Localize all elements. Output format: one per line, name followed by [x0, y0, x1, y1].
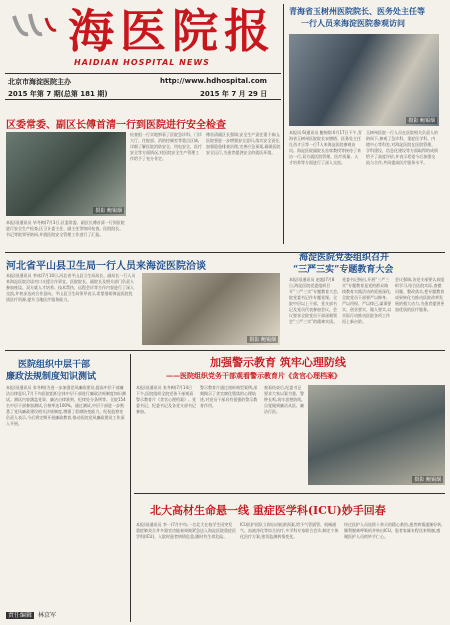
masthead	[0, 0, 285, 100]
training-text: 本报讯(通讯员 张冬梅)为进一步加强党风廉政建设,提高中层干部廉洁自律意识,7月下旬医院组织全体中层干部进行廉政法规制度知识测试。测试内容涵盖党章、廉洁自律准则、纪律处分条例等。全院154名中层干部参加测试,合格率达100%。通过测试,中层干部进一步熟悉了党风廉政建设相关法规制度,增强了拒腐防变能力。纪检监察室负责人表示,今后将定期开展廉政教育,推动医院党风廉政建设工作深入开展。	[6, 385, 126, 426]
hospital-logo	[10, 10, 58, 40]
safety-text-col1: 本报讯(通讯员 毕冬梅)7月3日,区委常委、副区长傅首清一行到医院进行安全生产检查,区卫计委主任、副主任等陪同检查。医院院长、书记等院领导陪同,并就医院安全管理工作进行了汇报。	[6, 220, 125, 237]
pingshan-headline: 河北省平山县卫生局一行人员来海淀医院洽谈	[6, 261, 206, 272]
warning-text-col1: 本报讯(通讯员 张冬梅)7月14日下午,医院组织全院党务干部观看警示教育片《贪官心理档案》。党委书记、纪委书记及各党支部书记参加。	[136, 385, 196, 414]
qinghai-text-col1: 本报讯 6(通讯员 鲍锡烟 6月17日下午,青海省玉树州医院院长宋德措、医务处主任扎西才旦等一行7人来海淀医院参观访问。海淀医院副院长首席教授等接待了来访一行,双方就医院管理、医疗质量、人才培养等方面进行了深入交流。	[289, 130, 362, 165]
qinghai-visit-photo	[289, 34, 439, 126]
safety-photo-caption: 摄影 鲍锡烟	[95, 208, 122, 214]
newspaper-pinyin: HAIDIAN HOSPITAL NEWS	[74, 58, 210, 67]
warning-photo-caption: 摄影 鲍锡烟	[414, 477, 441, 483]
warning-text-col3: 观看结束后,纪委书记要求大家以案为鉴、警钟长鸣,筑牢思想防线,自觉做到廉洁从医、廉洁行医。	[264, 385, 304, 414]
warning-audience-photo	[308, 385, 445, 485]
icu-text-col3: 经过医护人员连续十余天的精心救治,患者病情逐渐好转,顺利脱离呼吸机并转出ICU。患者家属专程送来锦旗,感谢医护人员的妙手仁心。	[344, 522, 443, 539]
editor-label: 责任编辑	[8, 612, 33, 619]
warning-text-col2: 警示教育片通过剖析典型案例,深刻揭示了贪官腐化堕落的心理轨迹,对党员干部具有很强的警示教育作用。	[200, 385, 258, 408]
safety-inspection-photo	[6, 132, 126, 216]
article-party-education	[285, 247, 450, 350]
newspaper-title: 海医院报	[68, 5, 276, 57]
editor-credit	[6, 610, 56, 619]
training-headline-1: 医院组织中层干部	[18, 360, 91, 370]
party-headline-1: 海淀医院党委组织召开	[299, 253, 390, 263]
training-headline-2: 廉政法规制度知识测试	[6, 372, 97, 382]
article-pingshan	[0, 253, 285, 350]
qinghai-headline-2: 一行人员来海淀医院参观访问	[301, 18, 405, 28]
safety-text-col3: 傅首清副区长强调,安全生产责任重于泰山,医院要进一步增强安全意识,落实安全责任,加强隐患排查治理,完善应急预案,确保医院安全运行,为患者提供安全的就医环境。	[206, 132, 281, 155]
issue-date: 2015 年 7 月 29 日	[200, 90, 268, 98]
sponsor-text: 北京市海淀医院主办	[8, 78, 71, 86]
qinghai-text-col2: 玉树州医院一行人员在医院相关负责人的陪同下,参观了急诊科、重症医学科、内镜中心等科室,对海淀医院在医院管理、学科建设、信息化建设等方面取得的成绩给予了高度评价,并表示希望今后加强交流与合作,共同提高医疗服务水平。	[366, 130, 438, 165]
warning-subhead: ——医院组织党务干部观看警示教育片《贪官心理档案》	[166, 371, 341, 380]
icu-text-col2: ICU医护团队立即启动抢救预案,给予气管插管、机械通气、血液净化等综合治疗,多学科专家联合会诊,制定个体化治疗方案,密切监测病情变化。	[240, 522, 339, 539]
article-safety-inspection	[0, 102, 285, 252]
safety-text-col2: 检查组一行实地察看了医院急诊科、门诊大厅、住院部、消防控制室等重点区域,详细了解医院消防安全、用电安全、医疗安全等方面情况,对医院安全生产管理工作给予了充分肯定。	[130, 132, 202, 161]
party-text-col1: 本报讯(通讯员 赵越)7月8日,海淀医院党委组织召开“三严三实”专题教育大会,院党委书记作专题党课。全院中层以上干部、党支部书记及党员代表参加会议。会议要求全院党员干部深刻领会“三严三实”的精神实质。	[289, 277, 339, 324]
article-qinghai-visit	[285, 0, 450, 245]
icu-headline: 北大高材生命悬一线 重症医学科(ICU)妙手回春	[150, 504, 386, 517]
masthead-rule-top	[5, 73, 281, 74]
party-text-col2: 党委书记指出,开展“三严三实”专题教育是党的群众路线教育实践活动的延展深化,全院党员干部要严以修身、严以用权、严以律己,谋事要实、创业要实、做人要实,以实际行动推动医院各项工作再上新台阶。	[342, 277, 392, 324]
website-link[interactable]: http://www.hdhospital.com	[160, 77, 267, 85]
vertical-divider-bottom	[130, 354, 131, 622]
article-warning-education	[132, 351, 450, 493]
party-headline-2: “三严三实”专题教育大会	[293, 265, 394, 275]
icu-text-col1: 本报讯(通讯员 李一)7月中旬,一名北大在校学生因突发重症肺炎合并多器官功能衰竭被紧急送入海淀医院重症医学科(ICU)。入院时患者病情危重,随时有生命危险。	[136, 522, 236, 539]
qinghai-photo-caption: 摄影 鲍锡烟	[408, 118, 435, 124]
safety-headline: 区委常委、副区长傅首清一行到医院进行安全检查	[6, 120, 226, 131]
party-text-col3: 会议强调,各党支部要认真组织学习,结合医院实际,查摆问题、整改落实,把专题教育成果转化为推动医院改革发展的强大动力,为患者提供更加优质的医疗服务。	[395, 277, 445, 312]
pingshan-text-left: 本报讯(通讯员 李冰)7月10日,河北省平山县卫生局局长、副局长一行人员来海淀医院洽谈对口支援合作事宜。医院院长、副院长及相关部门负责人参加座谈。双方就人才培养、技术帮扶、远程会诊等合作内容进行了深入交流,并初步达成合作意向。平山县卫生局领导表示,希望借助海淀医院优质医疗资源,提升当地医疗服务能力。	[6, 273, 136, 302]
article-integrity-test	[0, 351, 130, 625]
article-icu	[132, 494, 450, 625]
pingshan-photo-caption: 摄影 鲍锡烟	[249, 337, 276, 343]
warning-headline: 加强警示教育 筑牢心理防线	[210, 356, 346, 369]
pingshan-meeting-photo	[142, 273, 280, 345]
issue-number: 2015 年第 7 期(总第 181 期)	[8, 90, 108, 98]
masthead-rule-bottom	[5, 99, 281, 100]
qinghai-headline-1: 青海省玉树州医院院长、医务处主任等	[289, 6, 425, 16]
editor-name: 林京军	[37, 612, 56, 619]
